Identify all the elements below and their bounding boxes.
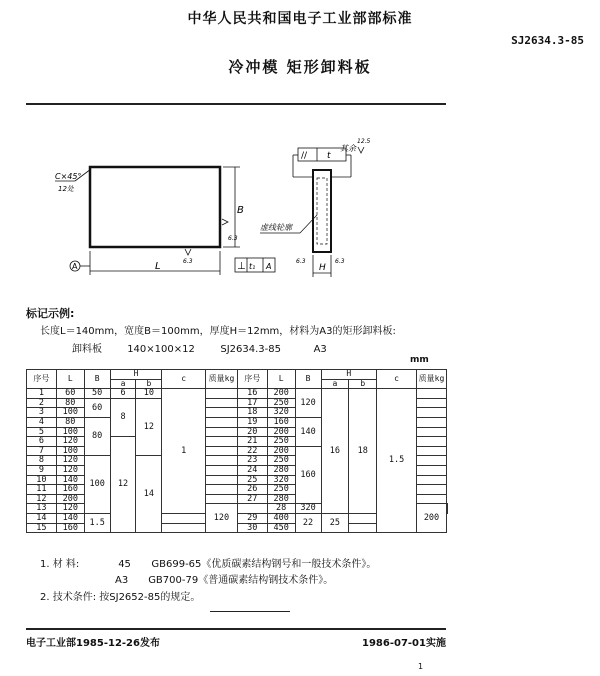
parallel-value: t xyxy=(327,151,331,161)
table-cell: 18 xyxy=(237,408,267,418)
table-cell: 8 xyxy=(27,456,57,466)
table-cell: 13 xyxy=(27,504,57,514)
table-cell-empty xyxy=(416,475,446,485)
table-cell: 20 xyxy=(237,427,267,437)
table-cell: 160 xyxy=(56,485,84,495)
table-cell: 280 xyxy=(267,465,295,475)
table-cell: 200 xyxy=(267,427,295,437)
table-cell: 12 xyxy=(27,494,57,504)
roughness-value-side: 6.3 xyxy=(228,235,238,242)
table-cell: 21 xyxy=(237,437,267,447)
table-cell: 1 xyxy=(162,389,206,514)
table-cell: 19 xyxy=(237,417,267,427)
table-cell-empty xyxy=(416,437,446,447)
table-cell: 4 xyxy=(27,417,57,427)
table-cell: 16 xyxy=(321,389,349,514)
table-cell: 200 xyxy=(56,494,84,504)
outline-note: 虚线轮廓 xyxy=(260,223,292,232)
table-cell: 6 xyxy=(27,437,57,447)
marking-size: 140×100×12 xyxy=(127,344,195,355)
note-material-45: 45 xyxy=(118,559,131,570)
roughness-symbol xyxy=(222,219,228,225)
table-cell: 14 xyxy=(27,513,57,523)
hdr-H-2: H xyxy=(321,370,377,380)
table-cell-empty xyxy=(206,465,238,475)
table-cell: 280 xyxy=(267,494,295,504)
table-cell-empty xyxy=(237,504,267,514)
note-material-label: 1. 材 料: xyxy=(40,559,80,570)
table-cell-empty xyxy=(349,523,377,533)
table-cell: 29 xyxy=(237,513,267,523)
table-cell-empty xyxy=(206,437,238,447)
table-cell-empty xyxy=(416,494,446,504)
chamfer-qty: 12处 xyxy=(58,185,74,193)
table-cell: 24 xyxy=(237,465,267,475)
note-material-2 xyxy=(115,571,465,586)
table-cell-empty xyxy=(206,446,238,456)
table-row xyxy=(27,370,448,380)
table-cell-empty xyxy=(206,456,238,466)
hdr-b-2: b xyxy=(349,379,377,389)
table-cell: 120 xyxy=(206,504,238,533)
table-cell: 8 xyxy=(110,398,136,436)
marking-line2 xyxy=(72,340,392,355)
table-cell: 28 xyxy=(267,504,295,514)
issuing-authority: 中华人民共和国电子工业部部标准 xyxy=(187,11,413,27)
hdr-H: H xyxy=(110,370,162,380)
table-cell: 100 xyxy=(56,408,84,418)
table-cell: 80 xyxy=(56,417,84,427)
table-cell: 18 xyxy=(349,389,377,514)
note-material-a3: A3 xyxy=(115,575,129,586)
table-cell: 25 xyxy=(237,475,267,485)
plate-side-view xyxy=(313,170,331,252)
table-cell: 7 xyxy=(27,446,57,456)
table-cell: 17 xyxy=(237,398,267,408)
hdr-c: c xyxy=(162,370,206,389)
footer-divider xyxy=(26,628,446,630)
unit-label: mm xyxy=(410,355,429,365)
hdr-L: L xyxy=(56,370,84,389)
table-cell: 80 xyxy=(84,417,110,455)
side-roughness-right: 6.3 xyxy=(335,258,345,265)
document-title: 冷冲模 矩形卸料板 xyxy=(228,58,372,76)
datum-label: A xyxy=(72,262,78,271)
header-divider xyxy=(26,103,446,105)
table-cell: 26 xyxy=(237,485,267,495)
table-cell: 160 xyxy=(295,446,321,504)
short-divider xyxy=(210,611,290,612)
technical-drawing xyxy=(55,115,375,285)
table-cell-empty xyxy=(447,504,448,514)
marking-std: SJ2634.3-85 xyxy=(220,344,281,355)
table-cell: 15 xyxy=(27,523,57,533)
table-cell: 3 xyxy=(27,408,57,418)
table-cell: 320 xyxy=(295,504,321,514)
rest-roughness-value: 12.5 xyxy=(357,138,371,145)
table-cell-empty xyxy=(416,456,446,466)
hdr-b: b xyxy=(136,379,162,389)
table-cell: 250 xyxy=(267,398,295,408)
table-cell: 450 xyxy=(267,523,295,533)
perp-value: t₁ xyxy=(249,262,256,271)
table-cell-empty xyxy=(206,398,238,408)
table-cell: 9 xyxy=(27,465,57,475)
table-cell-empty xyxy=(416,417,446,427)
rest-roughness-note: 其余 xyxy=(340,144,356,153)
table-cell: 25 xyxy=(321,513,349,532)
table-cell-empty xyxy=(416,398,446,408)
table-cell: 10 xyxy=(136,389,162,399)
table-cell-empty xyxy=(416,485,446,495)
table-cell-empty xyxy=(162,523,206,533)
table-cell-empty xyxy=(416,427,446,437)
note-material-1 xyxy=(40,555,460,570)
table-cell: 5 xyxy=(27,427,57,437)
table-cell: 120 xyxy=(56,504,84,514)
perp-symbol: ⊥ xyxy=(237,261,246,272)
table-cell: 140 xyxy=(56,513,84,523)
marking-material: A3 xyxy=(313,344,327,355)
chamfer-label: C×45° xyxy=(55,172,82,181)
standard-number: SJ2634.3-85 xyxy=(511,34,584,47)
table-cell: 160 xyxy=(56,523,84,533)
dim-H-label: H xyxy=(319,263,326,273)
table-cell: 12 xyxy=(110,437,136,533)
hdr-c-2: c xyxy=(377,370,417,389)
table-cell-empty xyxy=(416,389,446,399)
hdr-no-2: 序号 xyxy=(237,370,267,389)
table-cell: 12 xyxy=(136,398,162,456)
hdr-B: B xyxy=(84,370,110,389)
table-cell-empty xyxy=(206,427,238,437)
table-cell: 14 xyxy=(136,456,162,533)
table-cell: 100 xyxy=(56,446,84,456)
issue-date: 电子工业部1985-12-26发布 xyxy=(26,638,160,649)
hdr-B-2: B xyxy=(295,370,321,389)
table-cell: 10 xyxy=(27,475,57,485)
table-cell-empty xyxy=(206,417,238,427)
table-cell-empty xyxy=(162,513,206,523)
effective-date: 1986-07-01实施 xyxy=(362,638,446,649)
marking-line1: 长度L＝140mm，宽度B＝100mm，厚度H＝12mm，材料为A3的矩形卸料板: xyxy=(40,326,396,337)
table-cell: 120 xyxy=(295,389,321,418)
table-cell: 60 xyxy=(56,389,84,399)
plate-front-view xyxy=(90,167,220,247)
table-cell: 120 xyxy=(56,456,84,466)
table-cell: 200 xyxy=(416,504,446,533)
hdr-mass: 质量kg xyxy=(206,370,238,389)
table-cell: 6 xyxy=(110,389,136,399)
table-cell: 22 xyxy=(237,446,267,456)
table-cell-empty xyxy=(206,389,238,399)
marking-part: 卸料板 xyxy=(72,344,102,355)
marking-heading: 标记示例: xyxy=(26,307,75,320)
table-cell-empty xyxy=(206,494,238,504)
hdr-a: a xyxy=(110,379,136,389)
roughness-value-bottom: 6.3 xyxy=(183,258,193,265)
table-cell: 140 xyxy=(295,417,321,446)
note-std-gb700: GB700-79《普通碳素结构钢技术条件》。 xyxy=(148,575,334,586)
note-std-gb699: GB699-65《优质碳素结构钢号和一般技术条件》。 xyxy=(151,559,377,570)
hdr-mass-2: 质量kg xyxy=(416,370,446,389)
hdr-L-2: L xyxy=(267,370,295,389)
table-cell: 400 xyxy=(267,513,295,523)
table-cell: 1.5 xyxy=(84,513,110,532)
table-cell: 22 xyxy=(295,513,321,532)
table-cell: 140 xyxy=(56,475,84,485)
dim-L-label: L xyxy=(155,261,161,272)
hdr-no: 序号 xyxy=(27,370,57,389)
table-cell-empty xyxy=(206,408,238,418)
table-cell: 27 xyxy=(237,494,267,504)
table-cell-empty xyxy=(416,446,446,456)
table-cell: 100 xyxy=(84,456,110,514)
table-cell: 100 xyxy=(56,427,84,437)
parallel-symbol: // xyxy=(301,151,308,161)
spec-table xyxy=(26,369,448,533)
dim-B-label: B xyxy=(237,205,244,216)
table-cell: 250 xyxy=(267,485,295,495)
table-cell-empty xyxy=(416,408,446,418)
table-cell: 320 xyxy=(267,408,295,418)
table-cell: 50 xyxy=(84,389,110,399)
side-roughness-left: 6.3 xyxy=(296,258,306,265)
table-cell: 60 xyxy=(84,398,110,417)
note-tech-conditions: 2. 技术条件: 按SJ2652-85的规定。 xyxy=(40,592,201,603)
table-cell: 160 xyxy=(267,417,295,427)
table-cell: 120 xyxy=(56,437,84,447)
table-row xyxy=(27,389,448,399)
table-cell: 30 xyxy=(237,523,267,533)
table-cell: 250 xyxy=(267,456,295,466)
perp-datum: A xyxy=(266,262,272,271)
table-cell: 23 xyxy=(237,456,267,466)
table-cell: 120 xyxy=(56,465,84,475)
table-cell-empty xyxy=(206,485,238,495)
page-number: 1 xyxy=(418,662,424,671)
table-cell: 1.5 xyxy=(377,389,417,533)
table-cell-empty xyxy=(349,513,377,523)
table-cell: 200 xyxy=(267,389,295,399)
table-cell-empty xyxy=(416,465,446,475)
table-cell: 80 xyxy=(56,398,84,408)
table-cell-empty xyxy=(206,475,238,485)
table-cell: 2 xyxy=(27,398,57,408)
table-cell: 1 xyxy=(27,389,57,399)
hdr-a-2: a xyxy=(321,379,349,389)
table-cell: 16 xyxy=(237,389,267,399)
table-cell: 200 xyxy=(267,446,295,456)
table-cell: 320 xyxy=(267,475,295,485)
table-cell: 250 xyxy=(267,437,295,447)
table-cell: 11 xyxy=(27,485,57,495)
